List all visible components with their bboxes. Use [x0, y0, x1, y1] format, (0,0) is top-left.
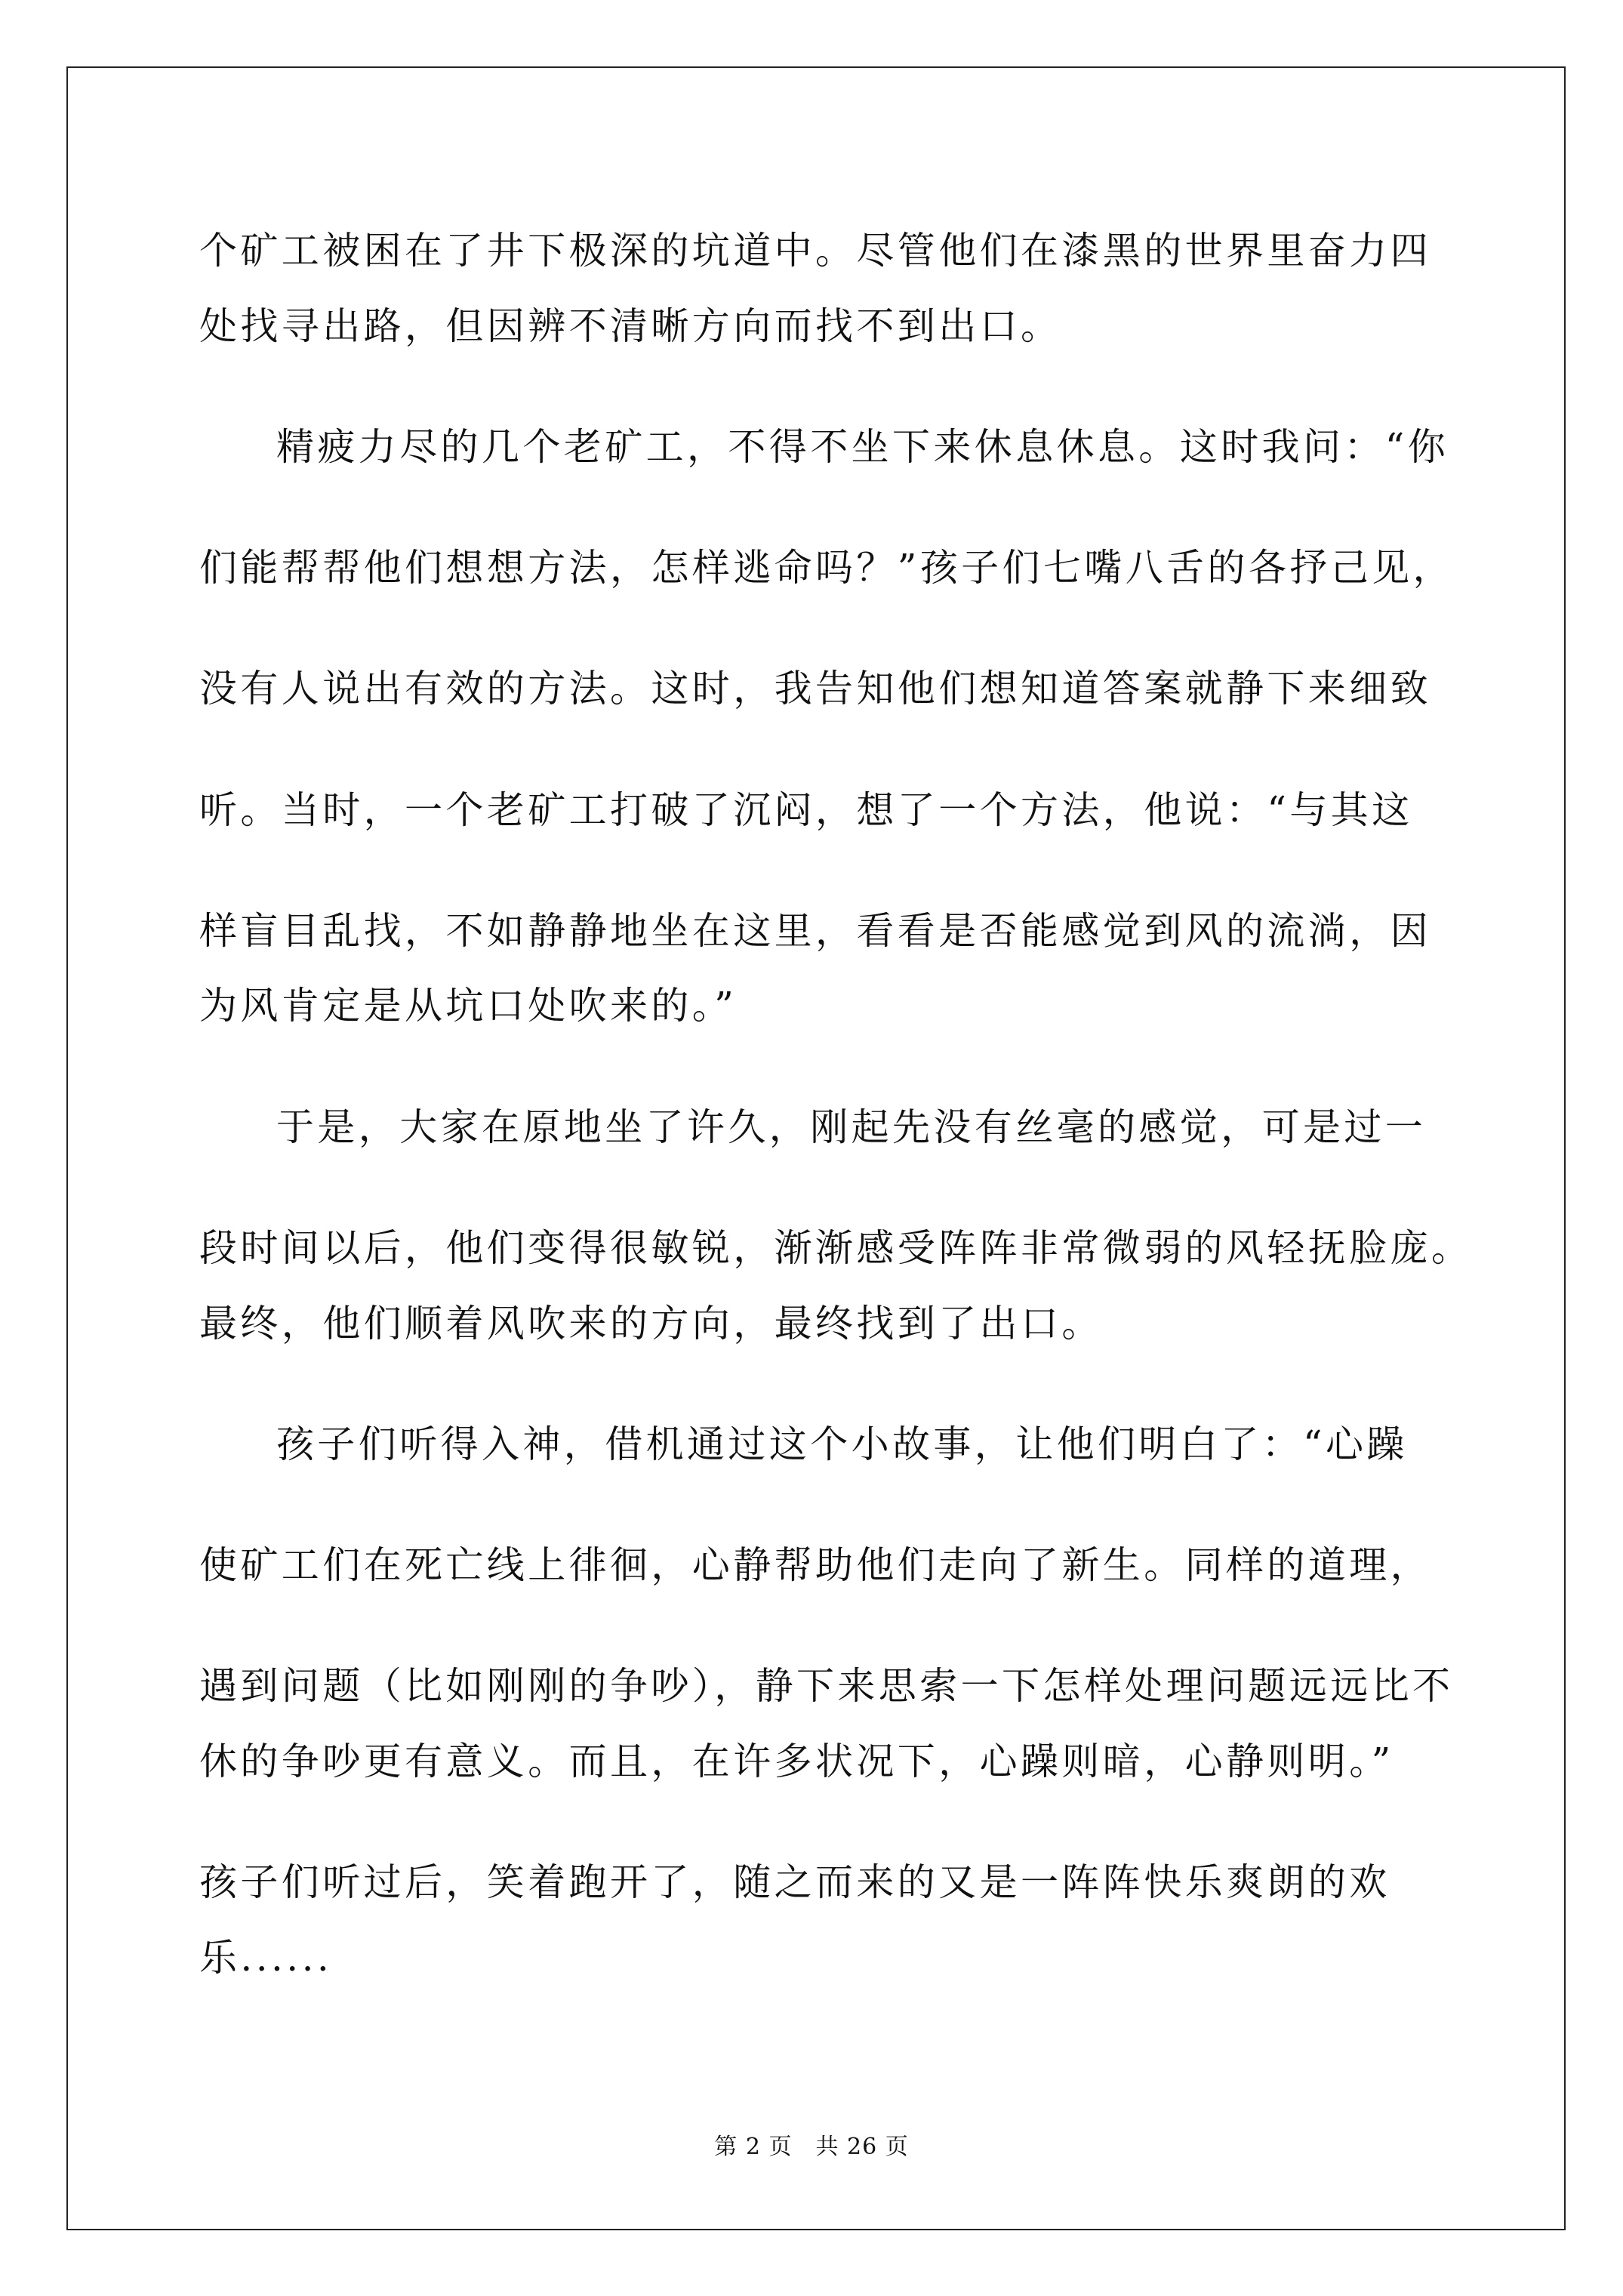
text-line: 最终，他们顺着风吹来的方向，最终找到了出口。 — [199, 1302, 1103, 1345]
text-line: 乐...... — [199, 1936, 333, 1980]
text-line: 处找寻出路，但因辨不清晰方向而找不到出口。 — [199, 304, 1062, 348]
text-line: 孩子们听得入神，借机通过这个小故事，让他们明白了：“心躁 — [276, 1422, 1408, 1466]
text-line: 们能帮帮他们想想方法，怎样逃命吗？”孩子们七嘴八舌的各抒己见， — [199, 546, 1454, 590]
text-line: 精疲力尽的几个老矿工，不得不坐下来休息休息。这时我问：“你 — [276, 425, 1449, 469]
text-line: 使矿工们在死亡线上徘徊，心静帮助他们走向了新生。同样的道理， — [199, 1543, 1431, 1587]
text-line: 没有人说出有效的方法。这时，我告知他们想知道答案就静下来细致 — [199, 667, 1431, 710]
text-line: 个矿工被困在了井下极深的坑道中。尽管他们在漆黑的世界里奋力四 — [199, 229, 1431, 273]
text-line: 遇到问题（比如刚刚的争吵），静下来思索一下怎样处理问题远远比不 — [199, 1664, 1454, 1708]
text-line: 休的争吵更有意义。而且，在许多状况下，心躁则暗，心静则明。” — [199, 1740, 1394, 1783]
text-line: 听。当时，一个老矿工打破了沉闷，想了一个方法，他说：“与其这 — [199, 788, 1413, 832]
text-line: 段时间以后，他们变得很敏锐，渐渐感受阵阵非常微弱的风轻抚脸庞。 — [199, 1226, 1473, 1270]
text-line: 孩子们听过后，笑着跑开了，随之而来的又是一阵阵快乐爽朗的欢 — [199, 1860, 1390, 1904]
text-line: 样盲目乱找，不如静静地坐在这里，看看是否能感觉到风的流淌，因 — [199, 909, 1431, 953]
text-line: 于是，大家在原地坐了许久，刚起先没有丝毫的感觉，可是过一 — [276, 1105, 1427, 1149]
text-line: 为风肯定是从坑口处吹来的。” — [199, 984, 738, 1028]
page-number: 第 2 页 共 26 页 — [714, 2134, 909, 2160]
